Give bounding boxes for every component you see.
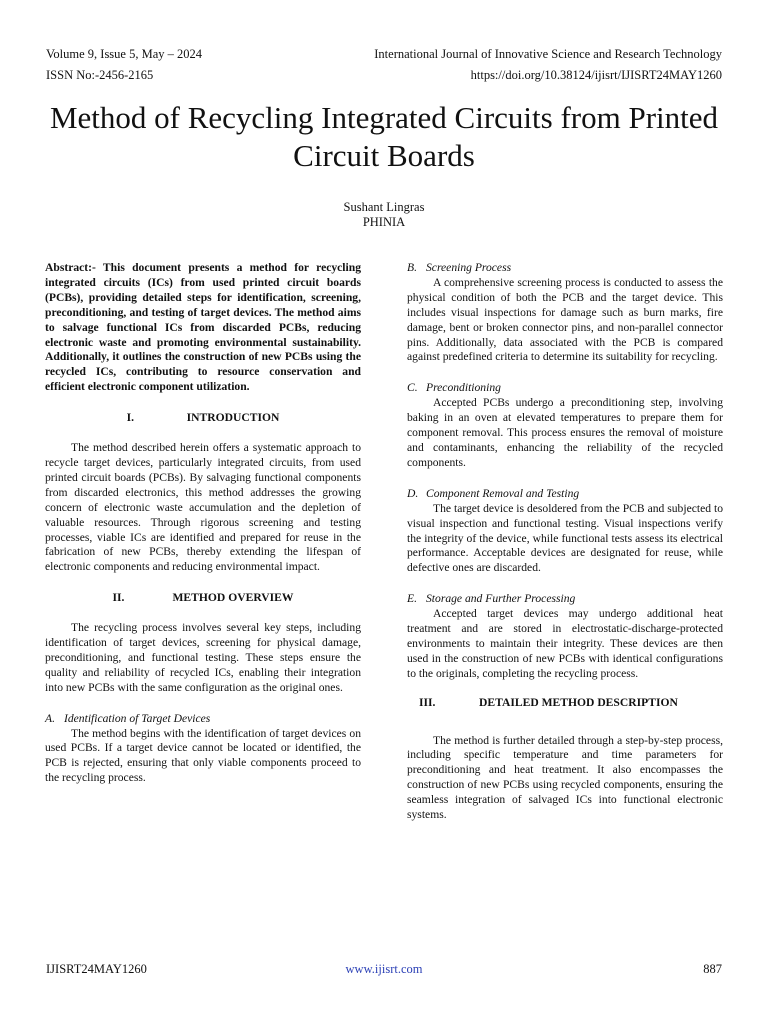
subsection-heading-storage <box>407 592 723 607</box>
subsection-letter: A. <box>45 711 55 725</box>
section-title: METHOD OVERVIEW <box>172 591 294 605</box>
identification-text: The method begins with the identification of target devices on used PCBs. If a target device cannot be located or identified, the PCB is rejected, ensuring that only viable components proceed to the recycling process. <box>45 726 361 785</box>
section-heading-introduction <box>45 411 361 426</box>
issn: ISSN No:-2456-2165 <box>46 68 154 82</box>
detailed-description-text: The method is further detailed through a step-by-step process, including specific temperature and time parameters for preconditioning and heat treatment. It also encompasses the construction of new PCBs using recycled components, ensuring the seamless integration of salvaged ICs into functional electronic systems. <box>407 733 723 822</box>
journal-name: International Journal of Innovative Science and Research Technology <box>374 47 722 61</box>
subsection-letter: B. <box>407 261 417 274</box>
section-title: DETAILED METHOD DESCRIPTION <box>479 695 678 709</box>
author-affiliation: PHINIA <box>362 215 406 229</box>
author-name: Sushant Lingras <box>343 200 425 214</box>
subsection-heading-screening <box>407 261 723 276</box>
footer-website-link[interactable]: www.ijisrt.com <box>345 962 423 976</box>
section-title: INTRODUCTION <box>186 411 280 425</box>
subsection-title: Screening Process <box>426 261 512 274</box>
subsection-title: Preconditioning <box>426 381 501 395</box>
paper-title: Method of Recycling Integrated Circuits from Printed Circuit Boards <box>49 100 719 173</box>
subsection-heading-preconditioning <box>407 381 723 396</box>
subsection-letter: E. <box>407 592 417 606</box>
preconditioning-text: Accepted PCBs undergo a preconditioning step, involving baking in an oven at elevated temperatures to prepare them for component removal. This process ensures the removal of moisture and contaminants, enhancing the reliability of the recycled components. <box>407 396 723 469</box>
introduction-text: The method described herein offers a systematic approach to recycle target devices, particularly integrated circuits, from used printed circuit boards (PCBs). By salvaging functional components from discarded electronics, this method addresses the growing concern of electronic waste accumulation and the depletion of valuable resources. Through rigorous screening and testing processes, viable ICs are identified and prepared for reuse in the fabrication of new PCBs, thereby extending the lifespan of electronic components and reducing environmental impact. <box>45 441 361 574</box>
component-removal-text: The target device is desoldered from the PCB and subjected to visual inspection and functional testing. Visual inspections verify the integrity of the device, while functional tests assess its electrical performance. Acceptable devices are designated for reuse, while defective ones are discarded. <box>407 501 723 575</box>
author-block <box>0 200 768 230</box>
abstract: Abstract:- This document presents a method for recycling integrated circuits (ICs) from used printed circuit boards (PCBs), providing detailed steps for identification, screening, preconditioning, and testing of target devices. The method aims to salvage functional ICs from discarded PCBs, reducing electronic waste and promoting environmental sustainability. Additionally, it outlines the construction of new PCBs using the recycled ICs, contributing to resource conservation and efficient electronic component utilization. <box>45 261 361 394</box>
footer-paper-id: IJISRT24MAY1260 <box>46 962 147 976</box>
subsection-letter: D. <box>407 486 419 500</box>
volume-info: Volume 9, Issue 5, May – 2024 <box>46 47 203 61</box>
section-heading-method-overview <box>45 591 361 606</box>
storage-text: Accepted target devices may undergo additional heat treatment and are stored in electrostatic-discharge-protected environments to maintain their integrity. These devices are then used in the construction of new PCBs with identical configurations to the originals, completing the recycling process. <box>407 607 723 680</box>
section-number: I. <box>126 411 135 425</box>
subsection-letter: C. <box>407 381 418 395</box>
section-number: II. <box>112 591 125 605</box>
subsection-title: Storage and Further Processing <box>426 592 576 606</box>
section-number: III. <box>419 695 436 709</box>
subsection-title: Identification of Target Devices <box>64 711 211 725</box>
page-number: 887 <box>703 962 722 976</box>
section-heading-detailed-description <box>407 696 723 711</box>
subsection-title: Component Removal and Testing <box>426 486 580 500</box>
subsection-heading-component-removal <box>407 487 723 502</box>
subsection-heading-identification <box>45 712 361 727</box>
doi-link[interactable]: https://doi.org/10.38124/ijisrt/IJISRT24MAY1260 <box>470 68 722 82</box>
screening-text: A comprehensive screening process is conducted to assess the physical condition of both the PCB and the target device. This includes visual inspections for damage such as burn marks, fire damage, bent or broken connector pins, and non-parallel connector pins. Additionally, data associated with the PCB is compared against predefined criteria to determine its suitability for recycling. <box>407 275 723 364</box>
right-column <box>407 261 723 823</box>
method-overview-text: The recycling process involves several key steps, including identification of target devices, screening for physical damage, preconditioning, and functional testing. These steps ensure the quality and reliability of recycled ICs, enabling their integration into new PCBs with the same configuration as the original ones. <box>45 621 361 694</box>
left-column <box>45 261 361 786</box>
